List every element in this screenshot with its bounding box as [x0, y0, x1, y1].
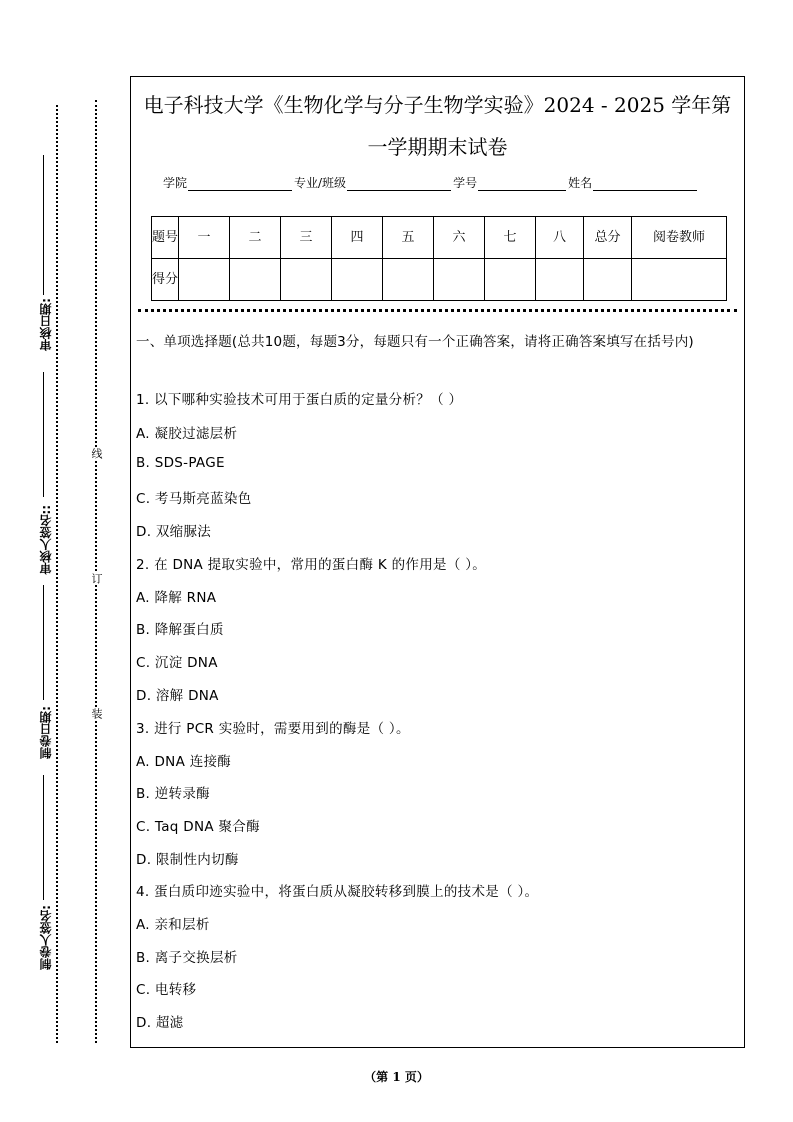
option-d[interactable]: D. 溶解 DNA	[136, 688, 219, 704]
review-date-label: 审核日期:	[39, 298, 53, 351]
reviewer-signature-label: 审核人签名::	[39, 505, 53, 575]
exam-title-line2: 一学期期末试卷	[367, 135, 508, 159]
option-d[interactable]: D. 限制性内切酶	[136, 852, 239, 868]
score-cell[interactable]	[281, 259, 332, 301]
college-field[interactable]	[188, 176, 292, 191]
dotted-separator	[138, 309, 737, 312]
question-stem: 2. 在 DNA 提取实验中，常用的蛋白酶 K 的作用是（ ）。	[136, 557, 487, 573]
maker-signature-line	[43, 775, 44, 900]
option-c[interactable]: C. 电转移	[136, 982, 197, 998]
col-header: 一	[179, 217, 230, 259]
review-date-line	[43, 155, 44, 295]
col-header: 五	[383, 217, 434, 259]
student-info-row	[163, 174, 699, 191]
option-c[interactable]: C. 沉淀 DNA	[136, 655, 218, 671]
name-label: 姓名	[568, 176, 593, 190]
exam-title-line1: 电子科技大学《生物化学与分子生物学实验》2024 - 2025 学年第	[143, 93, 732, 117]
page-number: （第 1 页）	[364, 1070, 429, 1084]
option-b[interactable]: B. 逆转录酶	[136, 786, 210, 802]
row-label-score: 得分	[152, 259, 179, 301]
make-date-label: 制卷日期:	[39, 706, 53, 759]
student-id-label: 学号	[453, 176, 478, 190]
binding-char-ding: 订	[90, 573, 103, 584]
row-label-question-no: 题号	[152, 217, 179, 259]
question-stem: 4. 蛋白质印迹实验中，将蛋白质从凝胶转移到膜上的技术是（ ）。	[136, 884, 539, 900]
exam-frame	[130, 76, 745, 1048]
make-date-line	[43, 585, 44, 700]
score-cell[interactable]	[485, 259, 536, 301]
option-c[interactable]: C. Taq DNA 聚合酶	[136, 819, 260, 835]
maker-signature-label: 制卷人签名:	[39, 905, 53, 970]
col-header: 三	[281, 217, 332, 259]
option-d[interactable]: D. 双缩脲法	[136, 524, 212, 540]
col-header: 二	[230, 217, 281, 259]
col-header-grader: 阅卷教师	[632, 217, 727, 259]
option-d[interactable]: D. 超滤	[136, 1015, 184, 1031]
score-cell-grader[interactable]	[632, 259, 727, 301]
option-a[interactable]: A. 亲和层析	[136, 917, 210, 933]
question-stem: 1. 以下哪种实验技术可用于蛋白质的定量分析？（ ）	[136, 392, 463, 408]
score-cell[interactable]	[230, 259, 281, 301]
score-cell[interactable]	[383, 259, 434, 301]
question-stem: 3. 进行 PCR 实验时，需要用到的酶是（ ）。	[136, 721, 410, 737]
col-header: 八	[536, 217, 584, 259]
option-a[interactable]: A. 凝胶过滤层析	[136, 426, 238, 442]
option-b[interactable]: B. 离子交换层析	[136, 950, 238, 966]
binding-dotted-line	[95, 100, 97, 1043]
section-heading: 一、单项选择题(总共10题，每题3分，每题只有一个正确答案，请将正确答案填写在括号内)	[136, 334, 694, 350]
reviewer-signature-line	[43, 372, 44, 497]
binding-char-xian: 线	[90, 448, 103, 459]
col-header: 七	[485, 217, 536, 259]
college-label: 学院	[163, 176, 188, 190]
option-b[interactable]: B. SDS-PAGE	[136, 455, 225, 471]
student-id-field[interactable]	[478, 176, 566, 191]
col-header-total: 总分	[584, 217, 632, 259]
name-field[interactable]	[593, 176, 697, 191]
major-label: 专业/班级	[294, 176, 347, 190]
option-c[interactable]: C. 考马斯亮蓝染色	[136, 491, 252, 507]
score-table	[151, 216, 727, 301]
score-cell[interactable]	[434, 259, 485, 301]
binding-char-zhuang: 装	[90, 708, 103, 719]
col-header: 六	[434, 217, 485, 259]
option-a[interactable]: A. 降解 RNA	[136, 590, 217, 606]
option-b[interactable]: B. 降解蛋白质	[136, 622, 224, 638]
score-cell[interactable]	[536, 259, 584, 301]
major-field[interactable]	[347, 176, 451, 191]
col-header: 四	[332, 217, 383, 259]
outer-dotted-line	[56, 105, 58, 1043]
score-cell-total[interactable]	[584, 259, 632, 301]
option-a[interactable]: A. DNA 连接酶	[136, 754, 232, 770]
score-cell[interactable]	[332, 259, 383, 301]
score-cell[interactable]	[179, 259, 230, 301]
